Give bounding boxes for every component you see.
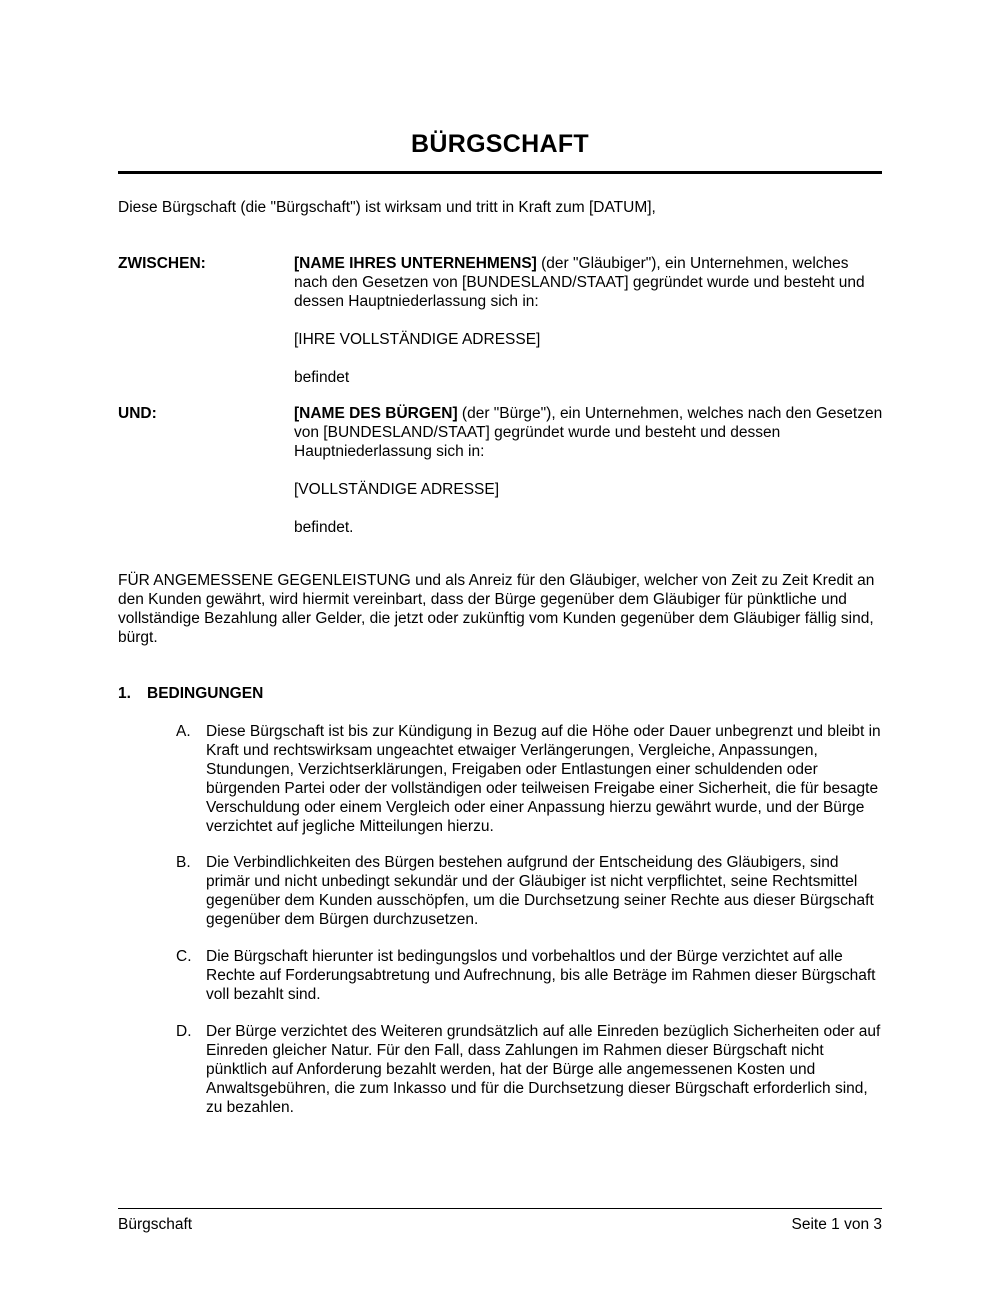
intro-paragraph: Diese Bürgschaft (die "Bürgschaft") ist wirksam und tritt in Kraft zum [DATUM], — [118, 199, 656, 216]
party-description-text: (der "Gläubiger"), ein Unternehmen, welches nach den Gesetzen von [BUNDESLAND/STAAT] gegründet wurde und besteht und dessen Hauptniederlassung sich in: — [294, 255, 865, 310]
party-label-zwischen: ZWISCHEN: — [118, 255, 206, 272]
party-label-und: UND: — [118, 405, 157, 422]
party-description — [294, 404, 884, 461]
clause-letter: A. — [176, 723, 191, 740]
section-number: 1. — [118, 685, 131, 702]
party-block-guarantor — [294, 404, 884, 556]
footer-document-name: Bürgschaft — [118, 1216, 193, 1233]
clause-letter: C. — [176, 948, 192, 965]
party-address: [VOLLSTÄNDIGE ADRESSE] — [294, 481, 500, 498]
party-description — [294, 254, 884, 311]
footer-divider — [118, 1208, 882, 1209]
party-address: [IHRE VOLLSTÄNDIGE ADRESSE] — [294, 331, 541, 348]
clause-text: Die Verbindlichkeiten des Bürgen bestehen aufgrund der Entscheidung des Gläubigers, sind primär und nicht unbedingt sekundär und der Gläubiger ist nicht verpflichtet, seine Rechtsmittel gegenüber dem Kunden ausschöpfen, um die Durchsetzung seiner Rechte aus dieser Bürgschaft gegenüber dem Bürgen durchzusetzen. — [206, 854, 874, 928]
document-title: BÜRGSCHAFT — [411, 130, 589, 158]
footer-page-number: Seite 1 von 3 — [791, 1216, 882, 1233]
clause-text: Diese Bürgschaft ist bis zur Kündigung in Bezug auf die Höhe oder Dauer unbegrenzt und bleibt in Kraft und rechtswirksam ungeachtet etwaiger Verlängerungen, Vergleiche, Anpassungen, Stundungen, Verzichtserklärungen, Freigaben oder Entlastungen einer schuldenden oder bürgenden Partei oder der vollständigen oder teilweisen Freigabe einer Sicherheit, die für besagte Verschuldung oder einem Vergleich oder einer Anpassung hierzu gewährt wurde, und der Bürge verzichtet auf jegliche Mitteilungen hierzu. — [206, 723, 881, 835]
clause-text: Der Bürge verzichtet des Weiteren grundsätzlich auf alle Einreden bezüglich Sicherheiten oder auf Einreden gleicher Natur. Für den Fall, dass Zahlungen im Rahmen dieser Bürgschaft nicht pünktlich auf Anforderung bezahlt werden, hat der Bürge alle angemessenen Kosten und Anwaltsgebühren, die zum Inkasso und für die Durchsetzung dieser Bürgschaft erforderlich sind, zu bezahlen. — [206, 1023, 881, 1116]
party-description-text: (der "Bürge"), ein Unternehmen, welches nach den Gesetzen von [BUNDESLAND/STAAT] gegründet wurde und besteht und dessen Hauptniederlassung sich in: — [294, 405, 883, 460]
party-closing: befindet — [294, 369, 350, 386]
party-name: [NAME IHRES UNTERNEHMENS] — [294, 255, 537, 272]
party-name: [NAME DES BÜRGEN] — [294, 405, 458, 422]
clause-text: Die Bürgschaft hierunter ist bedingungslos und vorbehaltlos und der Bürge verzichtet auf alle Rechte auf Forderungsabtretung und Aufrechnung, bis alle Beträge im Rahmen dieser Bürgschaft voll bezahlt sind. — [206, 948, 876, 1003]
consideration-paragraph: FÜR ANGEMESSENE GEGENLEISTUNG und als Anreiz für den Gläubiger, welcher von Zeit zu Zeit Kredit an den Kunden gewährt, wird hiermit vereinbart, dass der Bürge gegenüber dem Gläubiger für pünktliche und vollständige Bezahlung aller Gelder, die jetzt oder zukünftig vom Kunden gegenüber dem Gläubiger fällig sind, bürgt. — [118, 572, 875, 646]
clause-letter: D. — [176, 1023, 192, 1040]
title-divider — [118, 171, 882, 174]
clause-letter: B. — [176, 854, 191, 871]
party-closing: befindet. — [294, 519, 354, 536]
party-block-creditor — [294, 254, 884, 406]
section-heading — [118, 684, 263, 703]
section-title: BEDINGUNGEN — [147, 685, 264, 702]
